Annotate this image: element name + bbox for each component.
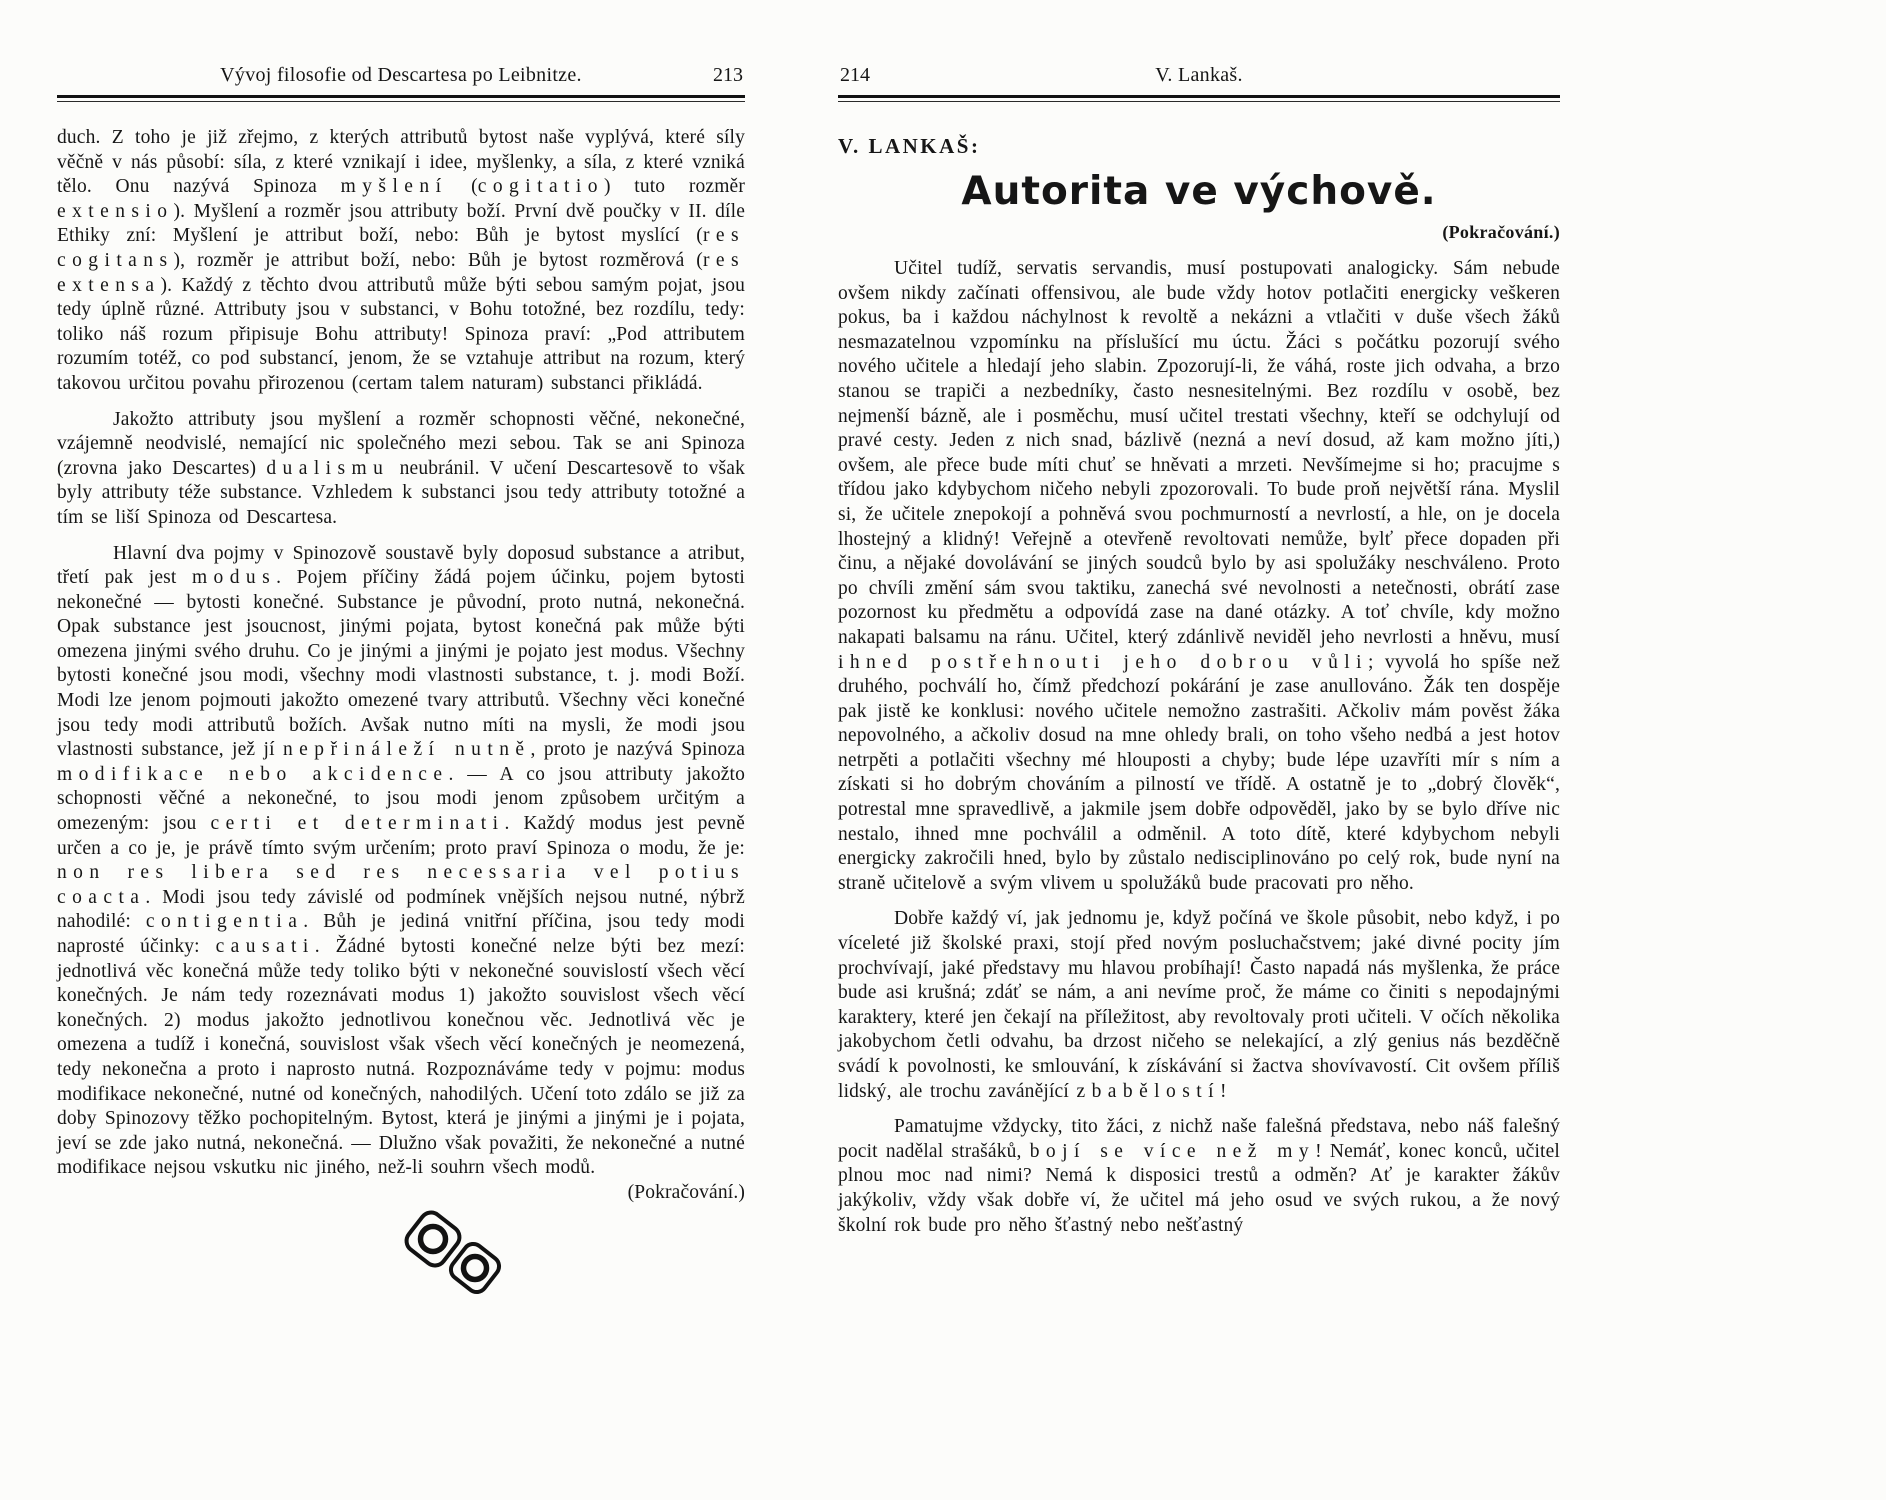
right-page xyxy=(838,64,1560,1249)
text-run: . Každý modus jest pevně určen a co je, je právě tímto svým určením; proto praví Spinoza o modu, že je: xyxy=(57,813,745,859)
emphasized-text: myšlení xyxy=(340,176,448,198)
double-diamond-ornament-icon xyxy=(377,1207,527,1317)
text-run: ! Nemáť, konec konců, učitel plnou moc nad nimi? Nemá k disposici trestů a odměn? Ať je karakter žákův jakýkoliv, vždy však dobře ví, že učitel má jeho osud ve svých rukou, a že nový školní rok bude pro něho šťastný nebo nešťastný xyxy=(838,1140,1561,1236)
emphasized-text: modifikace nebo akcidence xyxy=(57,763,449,785)
paragraph-trailer: (Pokračování.) xyxy=(627,1181,745,1203)
text-run: Učitel tudíž, servatis servandis, musí postupovati analogicky. Sám nebude ovšem nikdy začínati offensivou, ale bude vždy hotov potlačiti energicky veškeren pokus, ba i každou náchylnost k revoltě a nekázni a vtlačiti v duše všech žáků nesmazatelnou vzpomínku na příslušící mu úctu. Žáci s počátku pozorují svého nového učitele a hledají jeho slabin. Zpozorují-li, že váhá, roste jich odvaha, a brzo stanou se trapiči a nezbedníky, často nesnesitelnými. Bez rozdílu v osobě, bez nejmenší bázně, ale i posměchu, musí učitel trestati všechny, kteří se odchylují od pravé cesty. Jeden z nich snad, bázlivě (nezná a neví dosud, až kam možno jíti,) ovšem, ale přece bude míti chuť se hněvati a mrzeti. Nevšímejme si ho; pracujme s třídou jako kdybychom ničeho nebyli zpozorovali. To bude proň největší rána. Myslil si, že učitele znepokojí a pohněvá svou pochmurností a nevrlostí, a hle, on je docela lhostejný a klidný! Veřejně a otevřeně revoltovati nemůže, bylť přece dopaden při činu, a nějaké dovolávání se jiných soudců bylo by asi spolužáky neschváleno. Proto po chvíli změní sám svou taktiku, zanechá své nevolnosti a netečnosti, obrátí zase pozornost ku předmětu a odpovídá zase na dané otázky. A toť chvíle, kdy možno nakapati balsamu na ránu. Učitel, který zdánlivě neviděl jeho nevrlosti a hněvu, musí xyxy=(838,258,1560,648)
emphasized-text: res cogitans xyxy=(57,225,745,271)
emphasized-text: causati xyxy=(215,936,315,957)
article-title: Autorita ve výchově. xyxy=(961,169,1437,214)
text-run: ), rozměr je attribut boží, nebo: Bůh je bytost rozměrová ( xyxy=(173,249,703,271)
text-run: ) tuto rozměr xyxy=(603,176,746,198)
emphasized-text: zbabělostí xyxy=(1076,1080,1220,1102)
text-run: . Modi jsou tedy závislé od podmínek vnějších nejsou nutné, nýbrž nahodilé: xyxy=(57,886,745,933)
text-run: . — A co jsou attributy jakožto schopnosti věčné a nekonečné, to jsou modi jenom způsobem určitým a omezeným: jsou xyxy=(57,763,745,835)
emphasized-text: dualismu xyxy=(266,457,390,479)
text-run: ). Myšlení a rozměr jsou attributy boží. První dvě poučky v II. díle Ethiky zní: Myšlení je attribut boží, nebo: Bůh je bytost myslící ( xyxy=(57,200,745,247)
text-run: duch. Z toho je již zřejmo, z kterých attributů bytost naše vyplývá, které síly věčně v nás působí: síla, z které vznikají i idee, myšlenky, a síla, z které vzniká tělo. Onu nazývá Spinoza xyxy=(57,127,745,198)
paragraph xyxy=(57,542,746,1203)
text-run: . Žádné bytosti konečné nelze býti bez mezí: jednotlivá věc konečná může tedy toliko býti v nekonečné souvislostí všech věcí konečných. Je nám tedy rozeznávati modus 1) jakožto souvislost všech věcí konečných. 2) modus jakožto jednotlivou konečnou věc. Jednotlivá věc je omezena a tudíž i konečná, souvislost však všech věcí konečných je neomezená, tedy nekonečna a proto i naprosto nutná. Rozpoznáváme tedy v pojmu: modus modifikace nekonečné, nutné od konečných, nahodilých. Učení toto zdálo se již za doby Spinozovy těžko pochopitelným. Bytost, která je jinými a jinými je i pojata, jeví se zde jako nutná, nekonečná. — Dlužno však považiti, že nekonečné a nutné modifikace nejsou vskutku nic jiného, než-li souhrn všech modů. xyxy=(57,936,745,1179)
emphasized-text: extensio xyxy=(57,200,174,222)
right-body-text xyxy=(838,257,1560,1238)
emphasized-text: cogitatio xyxy=(477,176,604,198)
right-page-header xyxy=(838,64,1560,92)
text-run: Hlavní dva pojmy v Spinozově soustavě byly doposud substance a atribut, třetí pak jest xyxy=(57,542,745,589)
article-author: V. LANKAŠ: xyxy=(838,134,981,158)
text-run: . Bůh je jediná vnitřní příčina, jsou tedy modi naprosté účinky: xyxy=(57,911,746,957)
right-running-title: V. Lankaš. xyxy=(1155,64,1243,86)
emphasized-text: nepřináleží nutně xyxy=(282,739,531,761)
text-run: Jakožto attributy jsou myšlení a rozměr schopnosti věčné, nekonečné, vzájemně neodvislé, nemající nic společného mezi sebou. Tak se ani Spinoza (zrovna jako Descartes) xyxy=(57,408,745,479)
paragraph xyxy=(57,408,745,531)
left-page-number: 213 xyxy=(713,64,743,86)
header-rule xyxy=(838,95,1560,102)
emphasized-text: ihned postřehnouti jeho dobrou vůli xyxy=(838,651,1368,673)
emphasized-text: certi et determinati xyxy=(210,813,505,835)
text-run: ! xyxy=(1219,1080,1227,1102)
paragraph xyxy=(838,1115,1560,1238)
left-page-header xyxy=(57,64,745,92)
emphasized-text: res extensa xyxy=(57,249,745,296)
emphasized-text: bojí se více než my xyxy=(1029,1140,1316,1162)
continuation-note: (Pokračování.) xyxy=(1442,222,1560,242)
left-running-title: Vývoj filosofie od Descartesa po Leibnitze. xyxy=(220,64,582,86)
text-run: ). Každý z těchto dvou attributů může býti sebou samým pojat, jsou tedy úplně různé. Attributy jsou v substanci, v Bohu totožné, bez rozdílu, tedy: toliko náš rozum připisuje Bohu attributy! Spinoza praví: „Pod attributem rozumím totéž, co pod substancí, jenom, že se vztahuje attribut na rozum, který takovou určitou povahu přirozenou (certam talem naturam) substanci přikládá. xyxy=(57,274,745,394)
text-run: Pamatujme vždycky, tito žáci, z nichž naše falešná představa, nebo náš falešný pocit nadělal strašáků, xyxy=(838,1116,1560,1162)
left-body-text xyxy=(57,126,746,1203)
text-run: Dobře každý ví, jak jednomu je, když počíná ve škole působit, nebo když, i po víceleté již školské praxi, stojí před novým posluchačstvem; jaké divné pocity jím prochvívají, jaké představy mu hlavou probíhají! Často napadá nás myšlenka, že práce bude asi krušná; zdáť se nám, a ani nevíme proč, že máme co činiti s nepodajnými karaktery, které jen čekají na příležitost, aby revoltovaly proti učiteli. V očích několika jakobychom četli odvahu, ba drzost ničeho se nelekající, a zlý genius nás bezděčně svádí k povolnosti, ke smlouvání, k získávání si žactva shovívavostí. Cit ovšem příliš lidský, ale trochu zavánějící xyxy=(838,908,1560,1102)
paragraph xyxy=(57,126,745,397)
emphasized-text: non res libera sed res necessaria vel potius coacta xyxy=(57,862,745,908)
emphasized-text: modus xyxy=(191,567,277,589)
text-run: ( xyxy=(447,176,478,198)
text-run: neubránil. V učení Descartesově to však byly attributy téže substance. Vzhledem k substanci jsou tedy attributy totožné a tím se liší Spinoza od Descartesa. xyxy=(57,457,746,528)
paragraph xyxy=(838,257,1560,896)
emphasized-text: contigentia xyxy=(145,911,304,933)
right-page-number: 214 xyxy=(840,64,870,86)
text-run: , proto je nazývá Spinoza xyxy=(530,739,746,761)
text-run: . Pojem příčiny žádá pojem účinku, pojem bytosti nekonečné — bytosti konečné. Substance je původní, proto nutná, nekonečná. Opak substance jest jsoucnost, jinými pojata, bytost konečná pak může býti omezena jinými svého druhu. Co je jinými a jinými je pojato jest modus. Všechny bytosti konečné jsou modi, všechny modi vlastnosti substance, t. j. modi Boží. Modi lze jenom pojmouti jakožto omezené tvary attributů. Všechny věci konečné jsou tedy modi attributů božích. Avšak nutno míti na mysli, že modi jsou vlastnosti substance, jež jí xyxy=(57,567,745,761)
left-page xyxy=(57,64,745,1317)
text-run: ; vyvolá ho spíše než druhého, pochválí ho, čímž předchozí pokárání je zase anullováno. Žák ten dospěje pak jistě ke konklusi: nového učitele nemožno zastrašiti. Ačkoliv mám pověst žáka nepovolného, a ačkoliv dosud na mne ohledy brali, on toho všeho nedbá a jest hotov netrpěti a potlačiti všechny mé hlouposti a chyby; bude lépe uzavříti mír s ním a získati si ho dobrým chováním a pilností ve třídě. A ostatně je to „dobrý člověk“, potrestal mne spravedlivě, a jakmile jsem dobře odpověděl, jako by se bylo dříve nic nestalo, ihned mne pochválil a odměnil. A toto dítě, které kdybychom nebyli energicky zakročili hned, bylo by zůstalo nedisciplinováno po celý rok, bude nyní na straně učitelově a svým vlivem u spolužáků bude pracovati pro něho. xyxy=(838,651,1560,894)
paragraph xyxy=(838,907,1560,1104)
header-rule xyxy=(57,95,745,102)
